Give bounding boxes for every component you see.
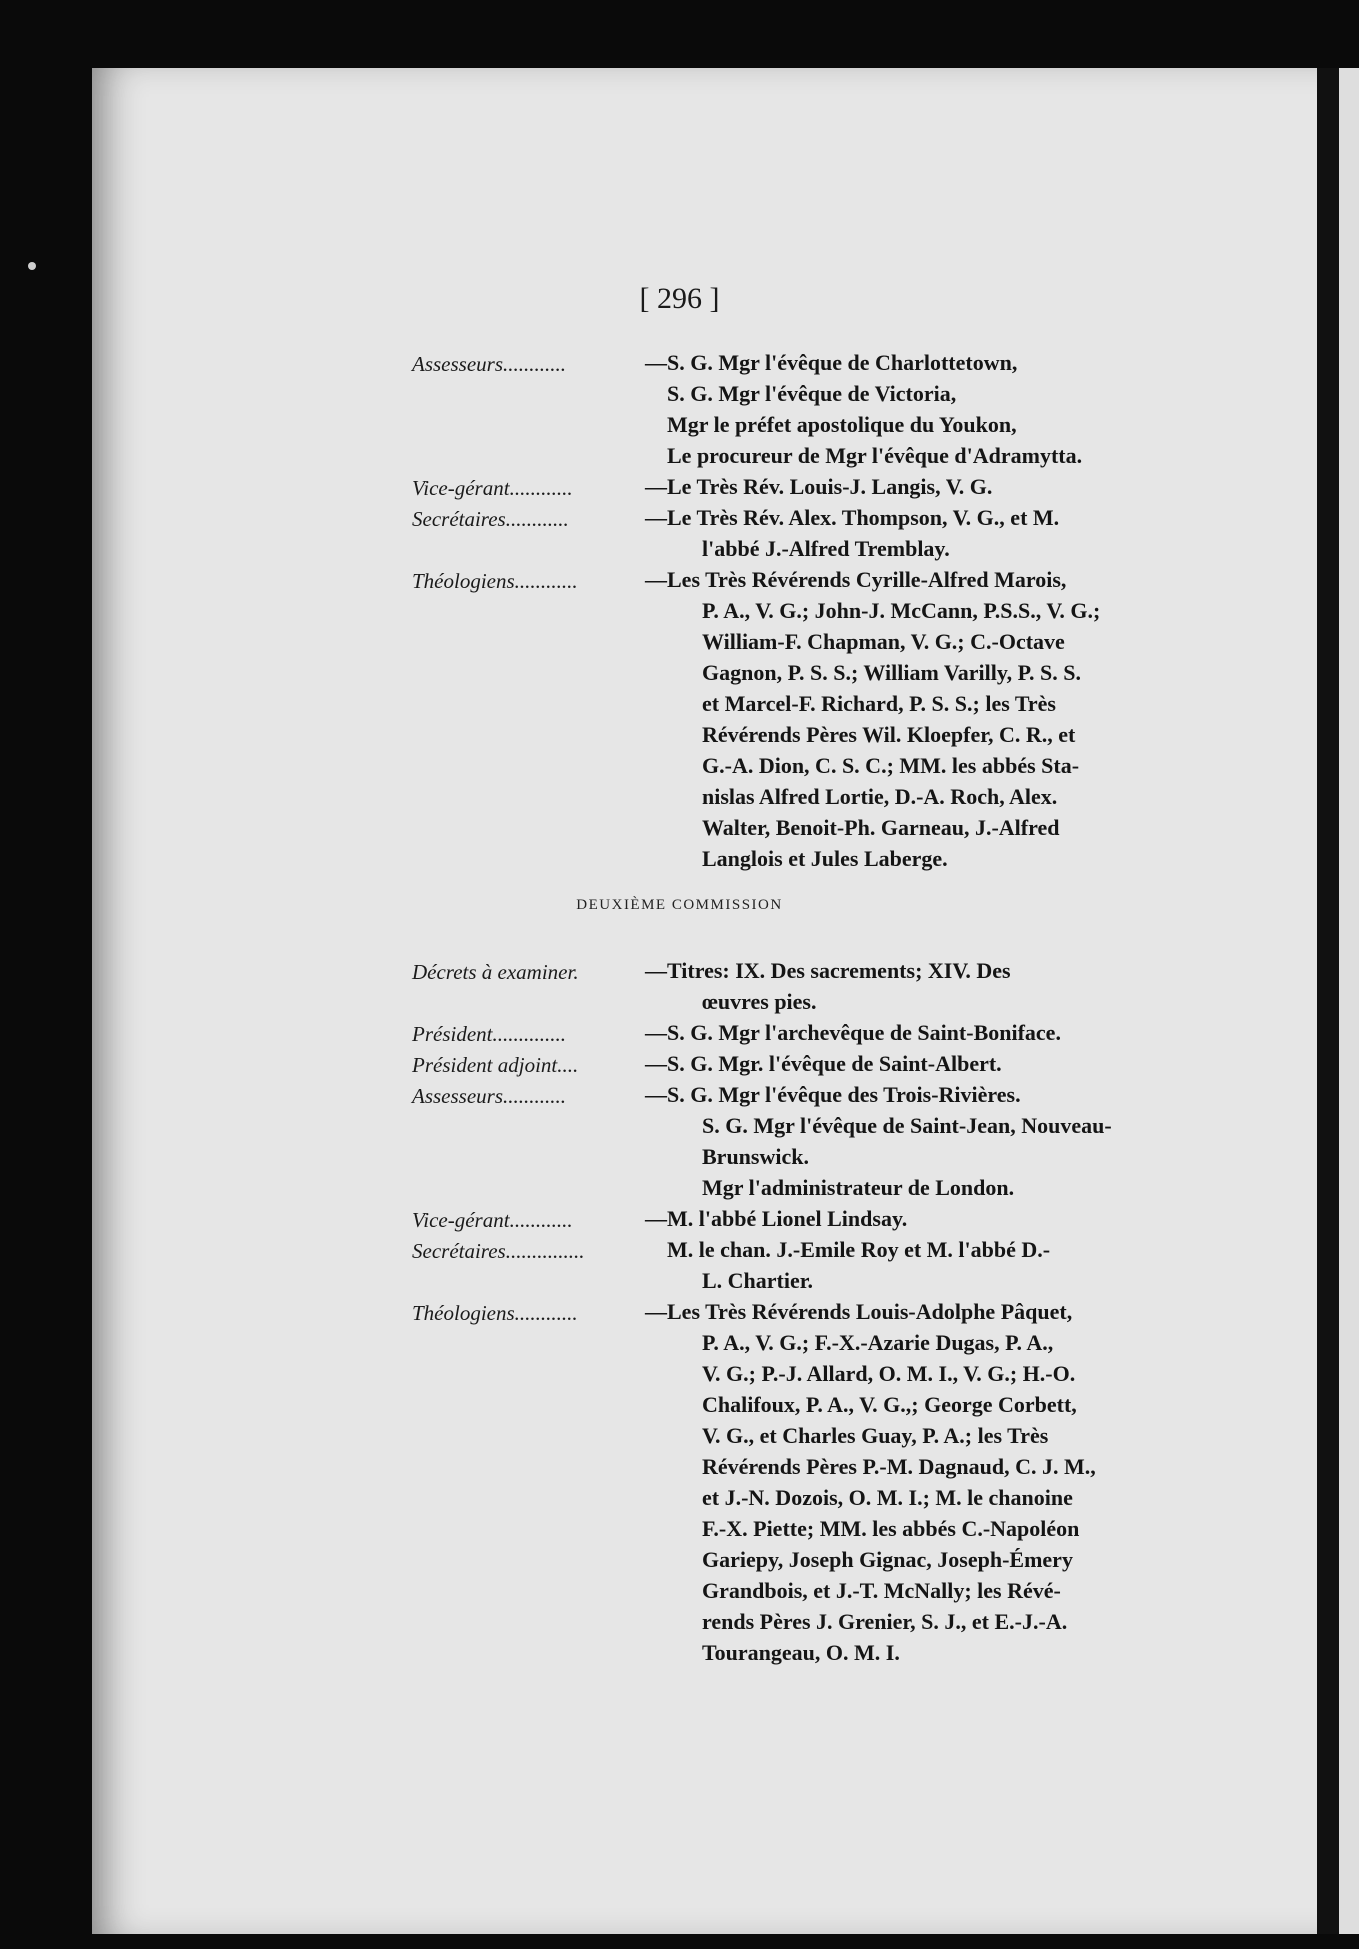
entry-line: —Les Très Révérends Cyrille-Alfred Marois,: [645, 567, 1067, 592]
entry-line: S. G. Mgr l'évêque de Victoria,: [667, 381, 957, 406]
entry-line: Tourangeau, O. M. I.: [702, 1640, 900, 1665]
entry-line: Gariepy, Joseph Gignac, Joseph-Émery: [702, 1547, 1073, 1572]
entry-label: Secrétaires............: [412, 507, 569, 531]
entry-line: œuvres pies.: [702, 989, 817, 1014]
entry-line: S. G. Mgr l'évêque de Saint-Jean, Nouveau-: [702, 1113, 1112, 1138]
entry-line: —Le Très Rév. Alex. Thompson, V. G., et M.: [645, 505, 1060, 530]
entry-line: l'abbé J.-Alfred Tremblay.: [702, 536, 950, 561]
entry-label: Théologiens............: [412, 569, 578, 593]
page-number: [ 296 ]: [639, 282, 720, 315]
entry-line: —Les Très Révérends Louis-Adolphe Pâquet,: [645, 1299, 1073, 1324]
entry-line: V. G., et Charles Guay, P. A.; les Très: [702, 1423, 1049, 1448]
entry-line: —S. G. Mgr l'archevêque de Saint-Boniface.: [645, 1020, 1061, 1045]
entry-label: Président..............: [412, 1022, 566, 1046]
entry-line: Le procureur de Mgr l'évêque d'Adramytta.: [667, 443, 1083, 468]
entry-line: Grandbois, et J.-T. McNally; les Révé-: [702, 1578, 1061, 1603]
entry-line: Mgr le préfet apostolique du Youkon,: [667, 412, 1017, 437]
entry-line: P. A., V. G.; F.-X.-Azarie Dugas, P. A.,: [702, 1330, 1054, 1355]
entry-line: et Marcel-F. Richard, P. S. S.; les Très: [702, 691, 1056, 716]
entry-line: Révérends Pères P.-M. Dagnaud, C. J. M.,: [702, 1454, 1096, 1479]
entry-line: Chalifoux, P. A., V. G.,; George Corbett,: [702, 1392, 1077, 1417]
entry-label: Secrétaires...............: [412, 1239, 585, 1263]
entry-label: Vice-gérant............: [412, 1208, 573, 1232]
entry-label: Assesseurs............: [412, 1084, 567, 1108]
scan-speck: [28, 262, 36, 270]
entry-line: V. G.; P.-J. Allard, O. M. I., V. G.; H.-O.: [702, 1361, 1076, 1386]
entry-line: et J.-N. Dozois, O. M. I.; M. le chanoine: [702, 1485, 1073, 1510]
entry-line: Gagnon, P. S. S.; William Varilly, P. S. S.: [702, 660, 1082, 685]
section-heading: DEUXIÈME COMMISSION: [576, 897, 783, 913]
entry-line: William-F. Chapman, V. G.; C.-Octave: [702, 629, 1065, 654]
entry-line: rends Pères J. Grenier, S. J., et E.-J.-A.: [702, 1609, 1068, 1634]
page-divider: [1317, 68, 1339, 1934]
entry-line: Langlois et Jules Laberge.: [702, 846, 948, 871]
entry-label: Décrets à examiner.: [412, 960, 579, 984]
entry-line: L. Chartier.: [702, 1268, 814, 1293]
entry-line: —Le Très Rév. Louis-J. Langis, V. G.: [645, 474, 993, 499]
entry-line: M. le chan. J.-Emile Roy et M. l'abbé D.-: [667, 1237, 1051, 1262]
entry-line: —S. G. Mgr l'évêque de Charlottetown,: [645, 350, 1018, 375]
facing-page-edge: [1339, 68, 1359, 1934]
entry-line: —M. l'abbé Lionel Lindsay.: [645, 1206, 908, 1231]
entry-label: Vice-gérant............: [412, 476, 573, 500]
entry-label: Théologiens............: [412, 1301, 578, 1325]
entry-label: Assesseurs............: [412, 352, 567, 376]
entry-line: —S. G. Mgr. l'évêque de Saint-Albert.: [645, 1051, 1002, 1076]
entry-line: —Titres: IX. Des sacrements; XIV. Des: [645, 958, 1011, 983]
entry-line: Brunswick.: [702, 1144, 809, 1169]
entry-line: P. A., V. G.; John-J. McCann, P.S.S., V. G.;: [702, 598, 1101, 623]
entry-label: Président adjoint....: [412, 1053, 579, 1077]
entry-line: F.-X. Piette; MM. les abbés C.-Napoléon: [702, 1516, 1080, 1541]
entry-line: nislas Alfred Lortie, D.-A. Roch, Alex.: [702, 784, 1058, 809]
entry-line: Révérends Pères Wil. Kloepfer, C. R., et: [702, 722, 1076, 747]
entry-line: Walter, Benoit-Ph. Garneau, J.-Alfred: [702, 815, 1060, 840]
entry-line: Mgr l'administrateur de London.: [702, 1175, 1015, 1200]
entry-line: —S. G. Mgr l'évêque des Trois-Rivières.: [645, 1082, 1021, 1107]
entry-line: G.-A. Dion, C. S. C.; MM. les abbés Sta-: [702, 753, 1080, 778]
